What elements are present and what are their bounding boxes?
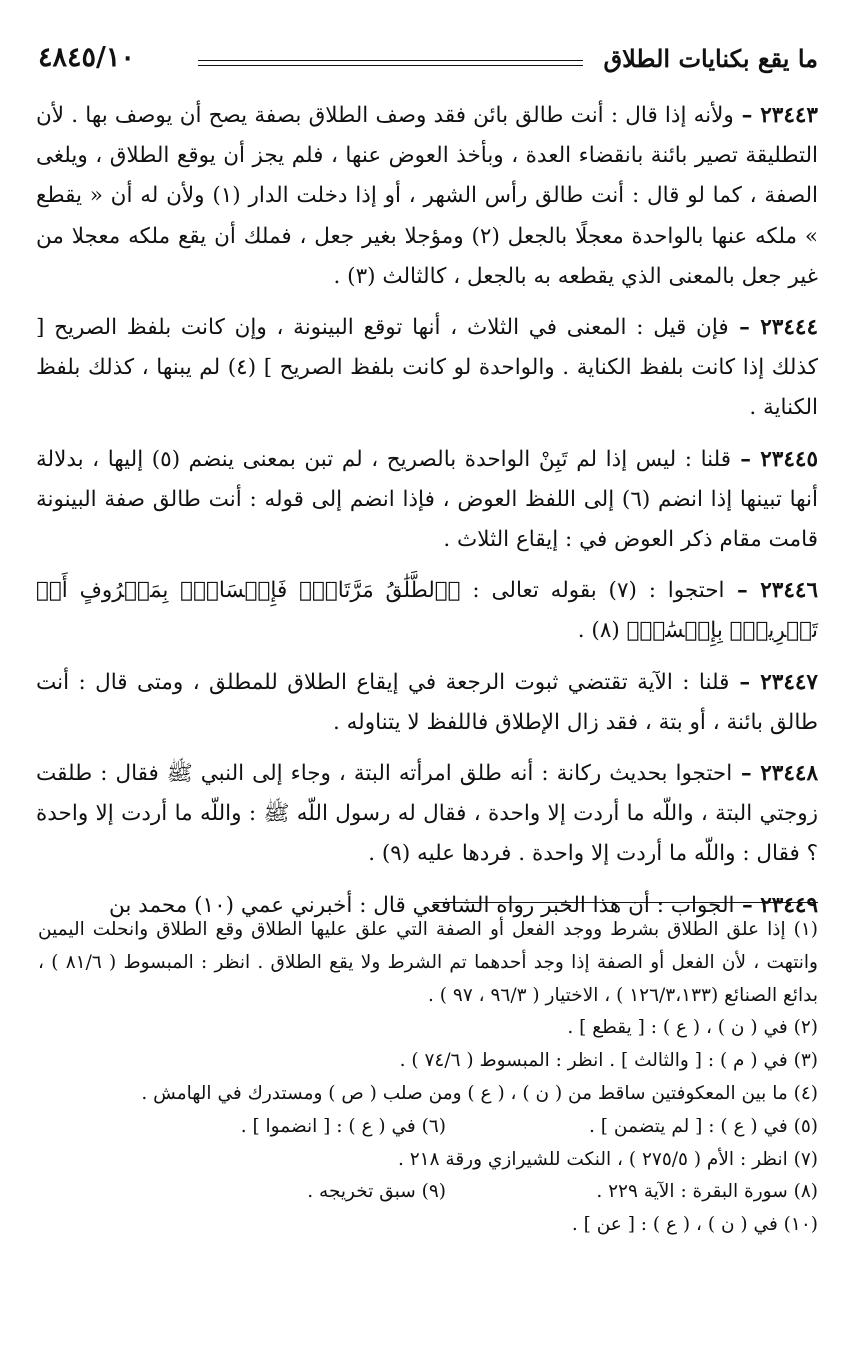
paragraph-text: الجواب : أن هذا الخبر رواه الشافعي قال : أخبرني عمي (١٠) محمد بن	[109, 892, 735, 918]
paragraph: ٢٣٤٤٣ – ولأنه إذا قال : أنت طالق بائن فقد وصف الطلاق بصفة يصح أن يوصف بها . لأن التطليقة تصير بائنة بانقضاء العدة ، وبأخذ العوض عنها ، فلم يجز أن يوقع الطلاق ، ويلغى الصفة ، كما لو قال : أنت طالق رأس الشهر ، أو إذا دخلت الدار (١) ولأن له أن « يقطع » ملكه عنها بالواحدة معجلًا بالجعل (٢) ومؤجلا بغير جعل ، فملك أن يقع ملكه معجلا من غير جعل بالمعنى الذي يقطعه به بالجعل ، كالثالث (٣) .	[36, 103, 818, 289]
footnote-7: (٧) انظر : الأم ( ٢٧٥/٥ ) ، النكت للشيرازي ورقة ٢١٨ .	[397, 1148, 818, 1170]
paragraph-text: قلنا : الآية تقتضي ثبوت الرجعة في إيقاع الطلاق للمطلق ، ومتى قال : أنت طالق بائنة ، أو بتة ، فقد زال الإطلاق فاللفظ لا يتناوله .	[36, 669, 818, 735]
paragraph: ٢٣٤٤٥ – قلنا : ليس إذا لم تَبِنْ الواحدة بالصريح ، لم تبن بمعنى ينضم (٥) إليها ، بدلالة أنها تبينها إذا انضم (٦) إلى اللفظ العوض ، فإذا انضم إلى قوله : أنت طالق صفة البينونة قامت مقام ذكر العوض في : إيقاع الثلاث .	[36, 446, 819, 553]
footnote-row	[38, 1176, 818, 1209]
footnote-10: (١٠) في ( ن ) ، ( ع ) : [ عن ] .	[571, 1214, 818, 1236]
paragraph-number: ٢٣٤٤٥	[760, 446, 818, 472]
running-title: ما يقع بكنايات الطلاق	[603, 44, 818, 73]
footnote-row	[38, 1111, 818, 1144]
paragraph-number: ٢٣٤٤٤	[760, 315, 818, 341]
paragraph-text: احتجوا : (٧) بقوله تعالى : ﴿ٱلطَّلَٰقُ مَرَّتَانِۖ فَإِمۡسَاكُۢ بِمَعۡرُوفٍ أَوۡ تَسۡرِيحُۢ بِإِحۡسَٰنٖ﴾ (٨) .	[36, 578, 818, 644]
footnote-9: (٩) سبق تخريجه .	[307, 1181, 446, 1203]
paragraph-number: ٢٣٤٤٣	[760, 103, 818, 128]
page-number: ٤٨٤٥/١٠	[38, 42, 135, 73]
footnote-1: (١) إذا علق الطلاق بشرط ووجد الفعل أو الصفة التي علق عليها الطلاق وقع الطلاق وانحلت اليمين وانتهت ، لأن الفعل أو الصفة إذا وجد أحدهما تم الشرط ولا يقع الطلاق . انظر : المبسوط ( ٨١/٦ ) ، بدائع الصنائع (١٢٦/٣،١٣٣ ) ، الاختيار ( ٩٦/٣ ، ٩٧ ) .	[38, 919, 818, 1006]
paragraph-number: ٢٣٤٤٦	[760, 578, 818, 604]
paragraph-number: ٢٣٤٤٨	[760, 761, 818, 787]
paragraph-number: ٢٣٤٤٧	[760, 669, 818, 695]
footnote-separator	[433, 902, 818, 903]
paragraph: ٢٣٤٤٨ – احتجوا بحديث ركانة : أنه طلق امرأته البتة ، وجاء إلى النبي ﷺ فقال : طلقت زوجتي البتة ، واللّه ما أردت إلا واحدة ، فقال له رسول اللّه ﷺ : واللّه ما أردت إلا واحدة ؟ فقال : واللّه ما أردت إلا واحدة . فردها عليه (٩) .	[36, 761, 818, 867]
paragraph-text: احتجوا بحديث ركانة : أنه طلق امرأته البتة ، وجاء إلى النبي ﷺ فقال : طلقت زوجتي البتة ، واللّه ما أردت إلا واحدة ، فقال له رسول اللّه ﷺ : واللّه ما أردت إلا واحدة ؟ فقال : واللّه ما أردت إلا واحدة . فردها عليه (٩) .	[36, 761, 818, 867]
paragraph: ٢٣٤٤٦ – احتجوا : (٧) بقوله تعالى : ﴿ٱلطَّلَٰقُ مَرَّتَانِۖ فَإِمۡسَاكُۢ بِمَعۡرُوفٍ أَوۡ تَسۡرِيحُۢ بِإِحۡسَٰنٖ﴾ (٨) .	[36, 578, 818, 644]
footnote-3: (٣) في ( م ) : [ والثالث ] . انظر : المبسوط ( ٧٤/٦ ) .	[399, 1050, 818, 1072]
paragraph-text: فإن قيل : المعنى في الثلاث ، أنها توقع البينونة ، وإن كانت بلفظ الصريح [ كذلك إذا كانت بلفظ الكناية . والواحدة لو كانت بلفظ الصريح ] (٤) لم يبنها ، كذلك بلفظ الكناية .	[36, 315, 819, 421]
paragraph-text: قلنا : ليس إذا لم تَبِنْ الواحدة بالصريح ، لم تبن بمعنى ينضم (٥) إليها ، بدلالة أنها تبينها إذا انضم (٦) إلى اللفظ العوض ، فإذا انضم إلى قوله : أنت طالق صفة البينونة قامت مقام ذكر العوض في : إيقاع الثلاث .	[36, 446, 819, 553]
paragraph-number: ٢٣٤٤٩	[760, 892, 818, 918]
footnote-4: (٤) ما بين المعكوفتين ساقط من ( ن ) ، ( ع ) ومن صلب ( ص ) ومستدرك في الهامش .	[141, 1082, 818, 1104]
paragraph-text: ولأنه إذا قال : أنت طالق بائن فقد وصف الطلاق بصفة يصح أن يوصف بها . لأن التطليقة تصير بائنة بانقضاء العدة ، وبأخذ العوض عنها ، فلم يجز أن يوقع الطلاق ، ويلغى الصفة ، كما لو قال : أنت طالق رأس الشهر ، أو إذا دخلت الدار (١) ولأن له أن « يقطع » ملكه عنها بالواحدة معجلًا بالجعل (٢) ومؤجلا بغير جعل ، فملك أن يقع ملكه معجلا من غير جعل بالمعنى الذي يقطعه به بالجعل ، كالثالث (٣) .	[36, 103, 818, 289]
footnotes	[38, 914, 818, 1242]
footnote-8: (٨) سورة البقرة : الآية ٢٢٩ .	[596, 1181, 818, 1203]
paragraph: ٢٣٤٤٩ – الجواب : أن هذا الخبر رواه الشافعي قال : أخبرني عمي (١٠) محمد بن	[109, 892, 818, 918]
footnote-5: (٥) في ( ع ) : [ لم يتضمن ] .	[589, 1115, 818, 1137]
paragraph: ٢٣٤٤٤ – فإن قيل : المعنى في الثلاث ، أنها توقع البينونة ، وإن كانت بلفظ الصريح [ كذلك إذا كانت بلفظ الكناية . والواحدة لو كانت بلفظ الصريح ] (٤) لم يبنها ، كذلك بلفظ الكناية .	[36, 315, 819, 421]
paragraph: ٢٣٤٤٧ – قلنا : الآية تقتضي ثبوت الرجعة في إيقاع الطلاق للمطلق ، ومتى قال : أنت طالق بائنة ، أو بتة ، فقد زال الإطلاق فاللفظ لا يتناوله .	[36, 669, 818, 735]
main-text	[36, 96, 818, 937]
header-rule	[198, 60, 583, 66]
footnote-6: (٦) في ( ع ) : [ انضموا ] .	[240, 1115, 446, 1137]
page-header	[38, 40, 818, 90]
footnote-2: (٢) في ( ن ) ، ( ع ) : [ يقطع ] .	[567, 1017, 818, 1039]
